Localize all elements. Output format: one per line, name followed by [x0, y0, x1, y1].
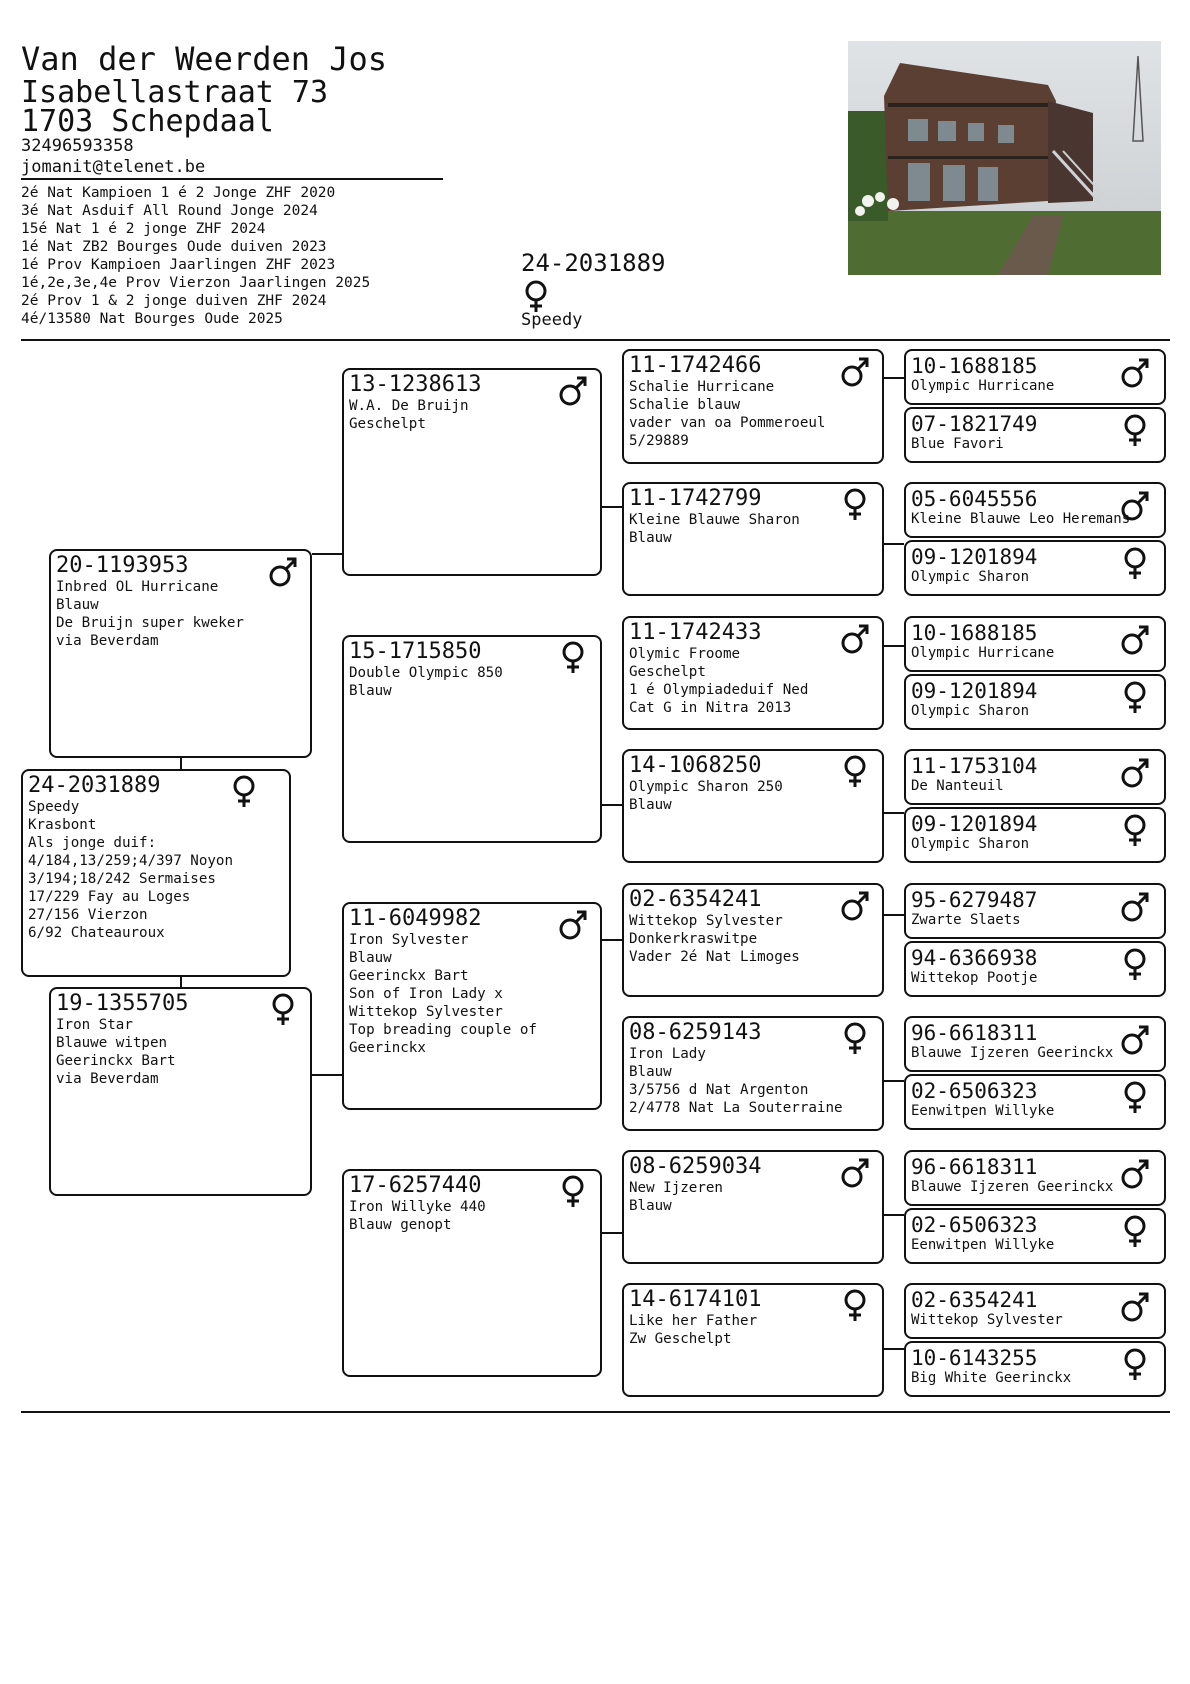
card-line: Zw Geschelpt	[629, 1331, 732, 1347]
card-line: 1 é Olympiadeduif Ned	[629, 682, 809, 698]
pedigree-card-great-grandparent	[622, 883, 884, 997]
card-line: Inbred OL Hurricane	[56, 579, 219, 595]
card-line: Vader 2é Nat Limoges	[629, 949, 800, 965]
card-line: Double Olympic 850	[349, 665, 503, 681]
ring-number: 14-6174101	[629, 1287, 762, 1312]
ring-number: 10-6143255	[911, 1346, 1038, 1370]
card-line: Olympic Sharon 250	[629, 779, 783, 795]
male-icon	[1120, 890, 1150, 924]
female-icon	[229, 775, 259, 809]
ring-number: 09-1201894	[911, 812, 1038, 836]
card-line: Geerinckx Bart	[56, 1053, 176, 1069]
card-line: Blauwe witpen	[56, 1035, 168, 1051]
card-line: W.A. De Bruijn	[349, 398, 469, 414]
card-line: De Bruijn super kweker	[56, 615, 244, 631]
ring-number: 07-1821749	[911, 412, 1038, 436]
card-line: 4/184,13/259;4/397 Noyon	[28, 853, 233, 869]
female-icon	[1120, 1348, 1150, 1382]
card-line: Geerinckx Bart	[349, 968, 469, 984]
footer-divider	[21, 1411, 1170, 1413]
male-icon	[1120, 623, 1150, 657]
ring-number: 14-1068250	[629, 753, 762, 778]
loft-photo	[848, 41, 1161, 275]
pedigree-card-great-grandparent	[622, 749, 884, 863]
ring-number: 11-1742466	[629, 353, 762, 378]
card-line: Blauw	[629, 797, 672, 813]
female-icon	[558, 1175, 588, 1209]
ring-number: 02-6506323	[911, 1213, 1038, 1237]
ring-number: 02-6506323	[911, 1079, 1038, 1103]
ring-number: 09-1201894	[911, 679, 1038, 703]
male-icon	[268, 555, 298, 589]
card-line: Blauw genopt	[349, 1217, 452, 1233]
ring-number: 11-1753104	[911, 754, 1038, 778]
achievement-item: 3é Nat Asduif All Round Jonge 2024	[21, 203, 318, 219]
card-line: Speedy	[28, 799, 80, 815]
card-line: Eenwitpen Willyke	[911, 1103, 1055, 1119]
ring-number: 11-1742799	[629, 486, 762, 511]
female-icon	[558, 641, 588, 675]
card-line: Wittekop Pootje	[911, 970, 1038, 986]
female-icon	[1120, 814, 1150, 848]
ring-number: 96-6618311	[911, 1021, 1038, 1045]
male-icon	[1120, 356, 1150, 390]
female-icon	[1120, 1215, 1150, 1249]
card-line: Like her Father	[629, 1313, 758, 1329]
card-line: Wittekop Sylvester	[349, 1004, 503, 1020]
female-icon	[1120, 547, 1150, 581]
card-line: Blue Favori	[911, 436, 1004, 452]
pedigree-card-great-great-grandparent	[904, 1150, 1166, 1206]
pedigree-card-subject	[21, 769, 291, 977]
card-line: Schalie blauw	[629, 397, 741, 413]
male-icon	[840, 1156, 870, 1190]
female-icon	[840, 755, 870, 789]
pedigree-card-father	[49, 549, 312, 758]
card-line: Donkerkraswitpe	[629, 931, 758, 947]
card-line: Olympic Hurricane	[911, 378, 1055, 394]
ring-number: 08-6259143	[629, 1020, 762, 1045]
pedigree-card-great-great-grandparent	[904, 349, 1166, 405]
pedigree-card-great-great-grandparent	[904, 1074, 1166, 1130]
female-icon	[1120, 1081, 1150, 1115]
owner-divider	[21, 178, 443, 180]
card-line: Top breading couple of	[349, 1022, 537, 1038]
card-line: 27/156 Vierzon	[28, 907, 148, 923]
female-icon	[1120, 414, 1150, 448]
card-line: Iron Sylvester	[349, 932, 469, 948]
achievement-item: 4é/13580 Nat Bourges Oude 2025	[21, 311, 283, 327]
male-icon	[840, 622, 870, 656]
card-line: Blauw	[629, 530, 672, 546]
pedigree-card-great-great-grandparent	[904, 883, 1166, 939]
card-line: Zwarte Slaets	[911, 912, 1021, 928]
card-line: Iron Willyke 440	[349, 1199, 486, 1215]
pedigree-card-great-great-grandparent	[904, 1208, 1166, 1264]
card-line: Son of Iron Lady x	[349, 986, 503, 1002]
card-line: Blauw	[56, 597, 99, 613]
pedigree-card-great-great-grandparent	[904, 749, 1166, 805]
card-line: Geschelpt	[349, 416, 426, 432]
card-line: Blauw	[349, 950, 392, 966]
pedigree-card-great-grandparent	[622, 1283, 884, 1397]
pedigree-card-great-great-grandparent	[904, 1283, 1166, 1339]
male-icon	[558, 374, 588, 408]
ring-number: 08-6259034	[629, 1154, 762, 1179]
pedigree-card-grandfather-maternal	[342, 902, 602, 1110]
owner-city: 1703 Schepdaal	[21, 104, 274, 139]
achievement-item: 1é,2e,3e,4e Prov Vierzon Jaarlingen 2025	[21, 275, 371, 291]
ring-number: 10-1688185	[911, 621, 1038, 645]
pedigree-card-great-grandparent	[622, 616, 884, 730]
female-icon	[268, 993, 298, 1027]
achievement-item: 1é Prov Kampioen Jaarlingen ZHF 2023	[21, 257, 336, 273]
card-line: 2/4778 Nat La Souterraine	[629, 1100, 843, 1116]
card-line: Blauwe Ijzeren Geerinckx	[911, 1045, 1114, 1061]
card-line: Olympic Sharon	[911, 836, 1030, 852]
card-line: 6/92 Chateauroux	[28, 925, 165, 941]
ring-number: 19-1355705	[56, 991, 189, 1016]
pigeon-ring-number: 24-2031889	[521, 249, 666, 277]
pedigree-card-great-great-grandparent	[904, 674, 1166, 730]
pedigree-card-mother	[49, 987, 312, 1196]
pedigree-card-grandfather-paternal	[342, 368, 602, 576]
card-line: Blauw	[349, 683, 392, 699]
card-line: De Nanteuil	[911, 778, 1004, 794]
ring-number: 05-6045556	[911, 487, 1038, 511]
owner-phone: 32496593358	[21, 136, 134, 156]
pedigree-card-great-great-grandparent	[904, 482, 1166, 538]
card-line: Krasbont	[28, 817, 97, 833]
card-line: 3/5756 d Nat Argenton	[629, 1082, 809, 1098]
ring-number: 20-1193953	[56, 553, 189, 578]
female-icon	[521, 280, 551, 314]
ring-number: 09-1201894	[911, 545, 1038, 569]
card-line: Iron Lady	[629, 1046, 706, 1062]
male-icon	[1120, 489, 1150, 523]
achievement-item: 2é Prov 1 & 2 jonge duiven ZHF 2024	[21, 293, 327, 309]
header-divider	[21, 339, 1170, 341]
card-line: via Beverdam	[56, 633, 159, 649]
card-line: Kleine Blauwe Sharon	[629, 512, 800, 528]
pedigree-card-great-great-grandparent	[904, 941, 1166, 997]
pedigree-card-great-grandparent	[622, 349, 884, 464]
ring-number: 24-2031889	[28, 773, 161, 798]
pedigree-card-great-great-grandparent	[904, 407, 1166, 463]
card-line: Olympic Sharon	[911, 703, 1030, 719]
ring-number: 10-1688185	[911, 354, 1038, 378]
card-line: Olympic Hurricane	[911, 645, 1055, 661]
card-line: Eenwitpen Willyke	[911, 1237, 1055, 1253]
owner-email: jomanit@telenet.be	[21, 157, 206, 177]
pedigree-card-grandmother-maternal	[342, 1169, 602, 1377]
achievement-item: 2é Nat Kampioen 1 é 2 Jonge ZHF 2020	[21, 185, 336, 201]
male-icon	[840, 889, 870, 923]
pedigree-card-great-grandparent	[622, 1016, 884, 1131]
card-line: 3/194;18/242 Sermaises	[28, 871, 216, 887]
male-icon	[1120, 1290, 1150, 1324]
ring-number: 96-6618311	[911, 1155, 1038, 1179]
female-icon	[1120, 948, 1150, 982]
achievement-item: 1é Nat ZB2 Bourges Oude duiven 2023	[21, 239, 327, 255]
card-line: 17/229 Fay au Loges	[28, 889, 191, 905]
card-line: Geerinckx	[349, 1040, 426, 1056]
card-line: Blauwe Ijzeren Geerinckx	[911, 1179, 1114, 1195]
pedigree-card-great-great-grandparent	[904, 540, 1166, 596]
card-line: Cat G in Nitra 2013	[629, 700, 792, 716]
ring-number: 15-1715850	[349, 639, 482, 664]
ring-number: 13-1238613	[349, 372, 482, 397]
card-line: vader van oa Pommeroeul	[629, 415, 826, 431]
ring-number: 95-6279487	[911, 888, 1038, 912]
female-icon	[840, 1289, 870, 1323]
female-icon	[1120, 681, 1150, 715]
ring-number: 11-1742433	[629, 620, 762, 645]
card-line: Iron Star	[56, 1017, 133, 1033]
pedigree-card-great-great-grandparent	[904, 807, 1166, 863]
card-line: Blauw	[629, 1198, 672, 1214]
card-line: via Beverdam	[56, 1071, 159, 1087]
card-line: New Ijzeren	[629, 1180, 723, 1196]
pedigree-card-great-grandparent	[622, 1150, 884, 1264]
card-line: 5/29889	[629, 433, 689, 449]
owner-name: Van der Weerden Jos	[21, 40, 388, 78]
card-line: Schalie Hurricane	[629, 379, 775, 395]
ring-number: 11-6049982	[349, 906, 482, 931]
card-line: Olympic Sharon	[911, 569, 1030, 585]
male-icon	[1120, 1157, 1150, 1191]
card-line: Blauw	[629, 1064, 672, 1080]
card-line: Big White Geerinckx	[911, 1370, 1072, 1386]
achievement-item: 15é Nat 1 é 2 jonge ZHF 2024	[21, 221, 266, 237]
male-icon	[1120, 756, 1150, 790]
card-line: Geschelpt	[629, 664, 706, 680]
pedigree-card-great-great-grandparent	[904, 1016, 1166, 1072]
achievements-list	[21, 184, 370, 328]
ring-number: 02-6354241	[911, 1288, 1038, 1312]
pedigree-card-great-great-grandparent	[904, 1341, 1166, 1397]
male-icon	[840, 355, 870, 389]
male-icon	[1120, 1023, 1150, 1057]
pedigree-card-great-grandparent	[622, 482, 884, 596]
card-line: Wittekop Sylvester	[629, 913, 783, 929]
ring-number: 94-6366938	[911, 946, 1038, 970]
owner-street: Isabellastraat 73	[21, 75, 329, 110]
ring-number: 17-6257440	[349, 1173, 482, 1198]
card-line: Kleine Blauwe Leo Heremans	[911, 511, 1131, 527]
pedigree-card-great-great-grandparent	[904, 616, 1166, 672]
ring-number: 02-6354241	[629, 887, 762, 912]
female-icon	[840, 488, 870, 522]
male-icon	[558, 908, 588, 942]
pedigree-card-grandmother-paternal	[342, 635, 602, 843]
card-line: Olymic Froome	[629, 646, 741, 662]
pigeon-name: Speedy	[521, 310, 583, 330]
card-line: Wittekop Sylvester	[911, 1312, 1063, 1328]
card-line: Als jonge duif:	[28, 835, 157, 851]
female-icon	[840, 1022, 870, 1056]
